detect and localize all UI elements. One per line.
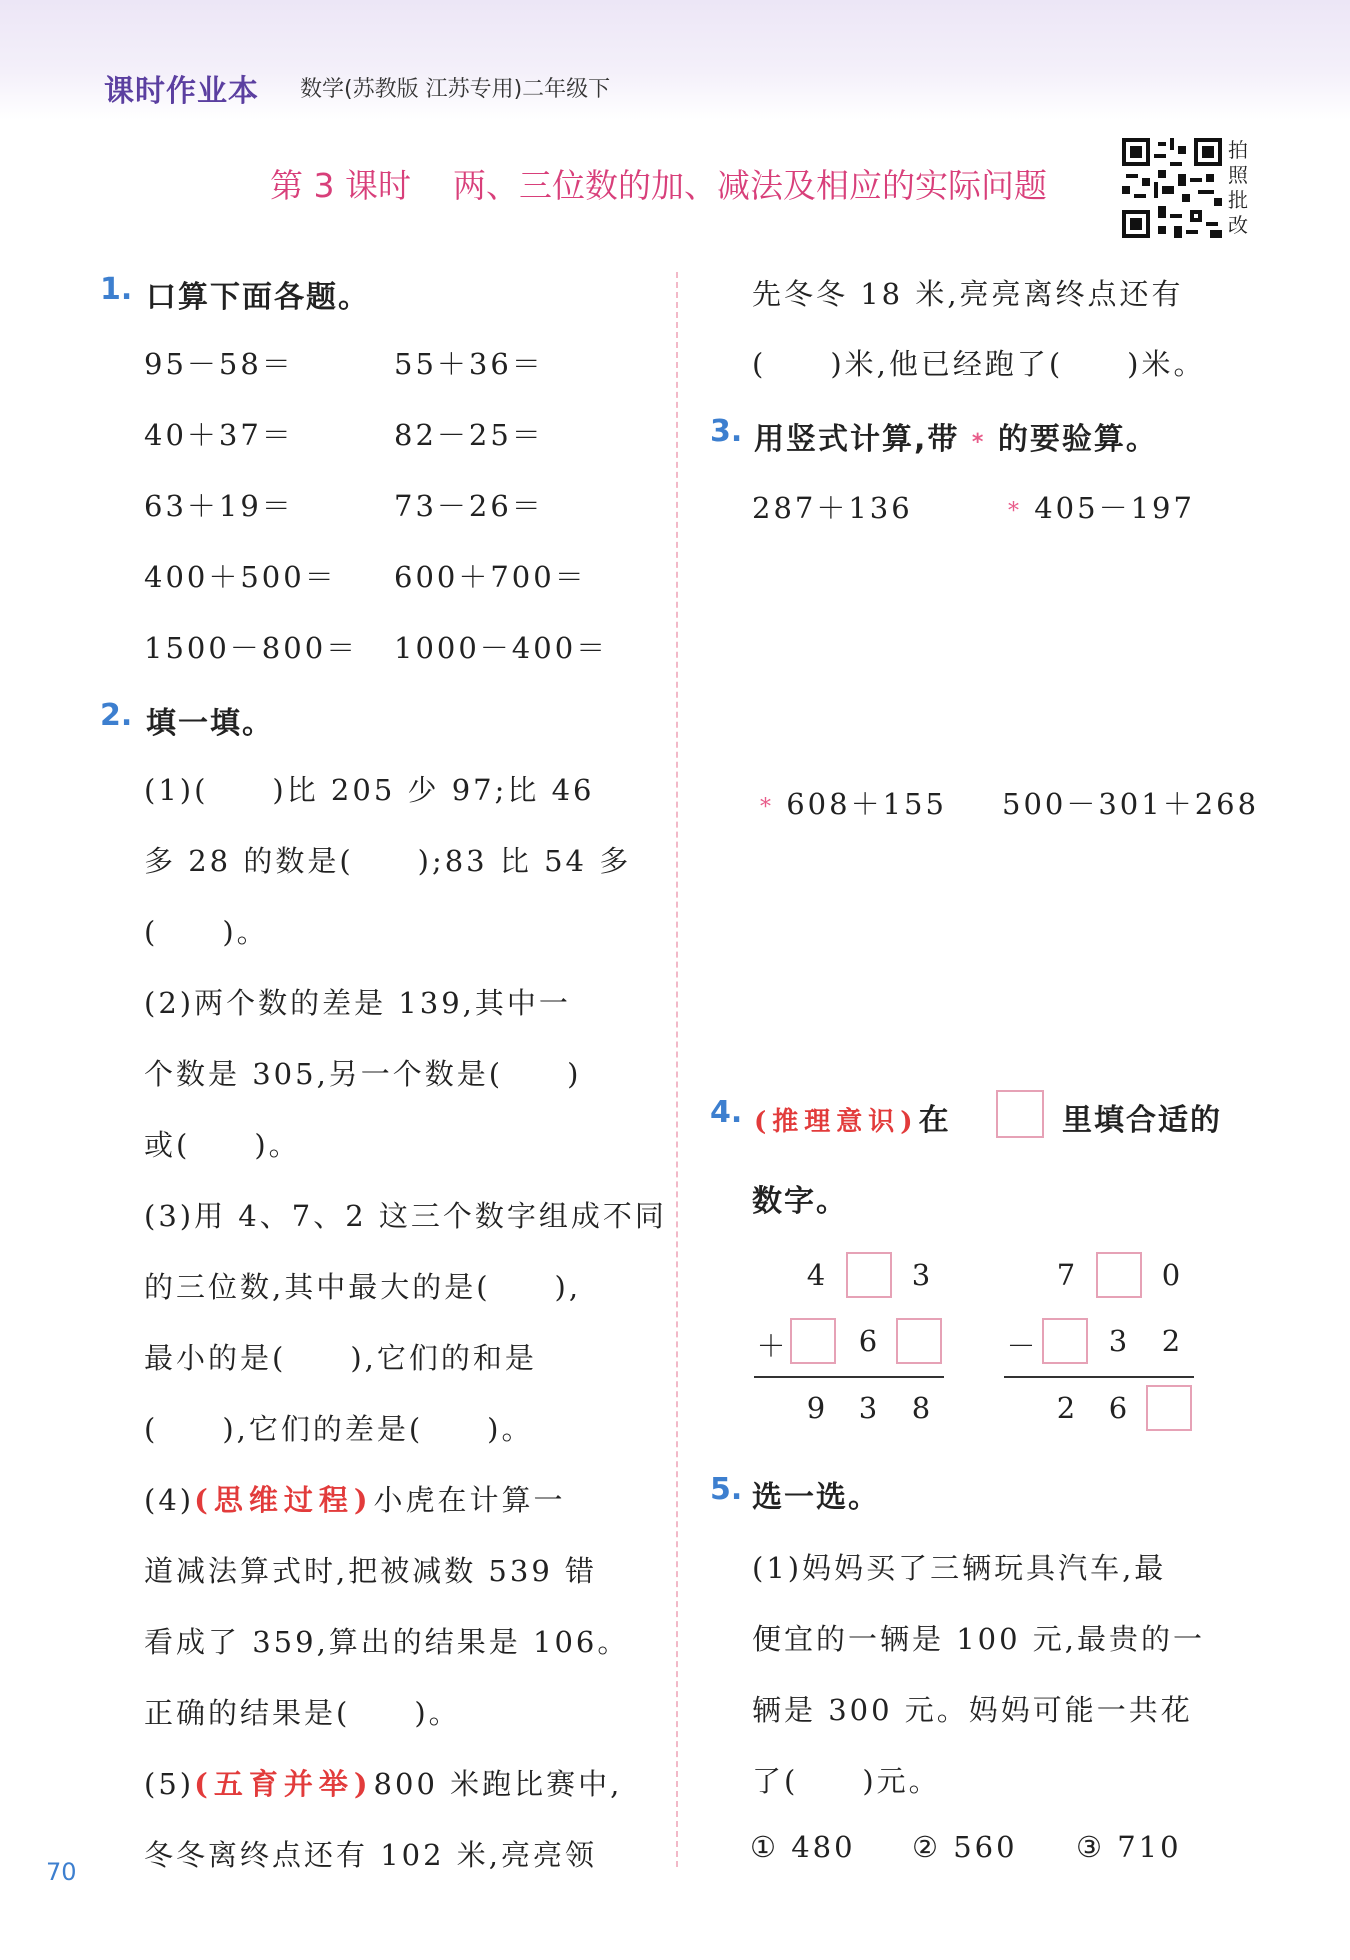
q2-line [144, 1478, 566, 1519]
answer-box-sample [996, 1090, 1044, 1138]
q2-line: 多 28 的数是( );83 比 54 多 [144, 844, 632, 878]
q4-tag: (推理意识) [754, 1107, 919, 1137]
q4-number: 4. [710, 1095, 743, 1130]
q1-item: 63＋19＝ [144, 489, 294, 523]
q2-line [144, 1762, 622, 1803]
lesson-topic: 两、三位数的加、减法及相应的实际问题 [452, 166, 1047, 205]
q3-item [760, 782, 947, 823]
digit: 8 [911, 1391, 931, 1425]
q5-line: 便宜的一辆是 100 元,最贵的一 [752, 1622, 1206, 1656]
q2-p4-first: 小虎在计算一 [373, 1483, 566, 1517]
q3-number: 3. [710, 414, 743, 449]
q5-option[interactable]: ② 560 [912, 1830, 1018, 1864]
q3-item: 500－301＋268 [1002, 787, 1260, 821]
q5-number: 5. [710, 1472, 743, 1507]
digit-input-box[interactable] [1146, 1385, 1192, 1431]
q2-line: 个数是 305,另一个数是( ) [144, 1057, 582, 1091]
q2-p5-prefix: (5) [144, 1767, 195, 1801]
q4-title-b: 里填合适的 [1062, 1103, 1222, 1138]
digit: 7 [1056, 1258, 1076, 1292]
q4-title-a: 在 [918, 1103, 951, 1138]
minus-sign: － [1006, 1329, 1036, 1363]
difference-line [1004, 1376, 1194, 1378]
q1-item: 1000－400＝ [394, 631, 609, 665]
star-icon: * [1008, 499, 1022, 524]
q1-item: 95－58＝ [144, 347, 294, 381]
q2-line: 的三位数,其中最大的是( ), [144, 1270, 582, 1304]
q5-option[interactable]: ① 480 [750, 1830, 856, 1864]
q3-title-b: 的要验算。 [997, 422, 1158, 457]
q1-item: 73－26＝ [394, 489, 544, 523]
q2-p4-tag: (思维过程) [194, 1483, 374, 1517]
q2-line: (2)两个数的差是 139,其中一 [144, 986, 571, 1020]
q2-continuation: ( )米,他已经跑了( )米。 [752, 347, 1206, 381]
digit-input-box[interactable] [790, 1318, 836, 1364]
q2-line: 正确的结果是( )。 [144, 1696, 461, 1730]
q5-option[interactable]: ③ 710 [1076, 1830, 1182, 1864]
q2-line: ( ),它们的差是( )。 [144, 1412, 534, 1446]
digit: 4 [806, 1258, 826, 1292]
q3-title-a: 用竖式计算,带 [754, 422, 960, 457]
lesson-title [270, 160, 1047, 207]
digit-input-box[interactable] [846, 1252, 892, 1298]
qr-code-icon[interactable] [1122, 138, 1222, 238]
digit: 3 [911, 1258, 931, 1292]
lesson-number: 第 3 课时 [270, 166, 411, 205]
q1-number: 1. [100, 272, 133, 307]
q3-item [1008, 486, 1195, 527]
q5-line: (1)妈妈买了三辆玩具汽车,最 [752, 1551, 1167, 1585]
q2-line: 或( )。 [144, 1128, 301, 1162]
digit: 2 [1056, 1391, 1076, 1425]
book-title: 数学(苏教版 江苏专用)二年级下 [300, 77, 611, 102]
q3-item: 287＋136 [752, 491, 913, 525]
digit-input-box[interactable] [1042, 1318, 1088, 1364]
q2-line: (3)用 4、7、2 这三个数字组成不同 [144, 1199, 667, 1233]
star-icon: * [760, 795, 774, 820]
q3-item-text: 608＋155 [786, 787, 947, 821]
q2-continuation: 先冬冬 18 米,亮亮离终点还有 [752, 277, 1184, 311]
digit: 2 [1161, 1324, 1181, 1358]
sum-line [754, 1376, 944, 1378]
column-divider [676, 272, 678, 1867]
q1-item: 400＋500＝ [144, 560, 337, 594]
q2-line: (1)( )比 205 少 97;比 46 [144, 773, 595, 807]
digit: 6 [1108, 1391, 1128, 1425]
digit-input-box[interactable] [896, 1318, 942, 1364]
q2-p4-prefix: (4) [144, 1483, 195, 1517]
q5-line: 辆是 300 元。妈妈可能一共花 [752, 1693, 1193, 1727]
digit: 9 [806, 1391, 826, 1425]
q1-item: 55＋36＝ [394, 347, 544, 381]
digit: 6 [858, 1324, 878, 1358]
q2-line: 冬冬离终点还有 102 米,亮亮领 [144, 1838, 598, 1872]
plus-sign: ＋ [756, 1329, 786, 1363]
q1-title: 口算下面各题。 [146, 280, 370, 315]
q2-p5-first: 800 米跑比赛中, [373, 1767, 623, 1801]
qr-label: 拍照批改 [1228, 138, 1248, 237]
digit: 0 [1161, 1258, 1181, 1292]
q2-line: 最小的是( ),它们的和是 [144, 1341, 537, 1375]
q2-number: 2. [100, 698, 133, 733]
q4-title [754, 1095, 951, 1139]
brand-title: 课时作业本 [104, 74, 259, 109]
q2-line: ( )。 [144, 915, 269, 949]
digit: 3 [858, 1391, 878, 1425]
digit-input-box[interactable] [1096, 1252, 1142, 1298]
q1-item: 600＋700＝ [394, 560, 587, 594]
q2-title: 填一填。 [146, 706, 274, 741]
q1-item: 40＋37＝ [144, 418, 294, 452]
q5-line: 了( )元。 [752, 1764, 941, 1798]
q5-title: 选一选。 [752, 1480, 880, 1515]
q2-line: 道减法算式时,把被减数 539 错 [144, 1554, 598, 1588]
q1-item: 1500－800＝ [144, 631, 359, 665]
q1-item: 82－25＝ [394, 418, 544, 452]
q2-p5-tag: (五育并举) [194, 1767, 374, 1801]
q2-line: 看成了 359,算出的结果是 106。 [144, 1625, 630, 1659]
digit: 3 [1108, 1324, 1128, 1358]
q3-item-text: 405－197 [1034, 491, 1195, 525]
q3-title [754, 414, 1158, 458]
star-icon: * [971, 430, 986, 455]
q4-title-c: 数字。 [752, 1184, 848, 1219]
page-number: 70 [46, 1858, 77, 1886]
